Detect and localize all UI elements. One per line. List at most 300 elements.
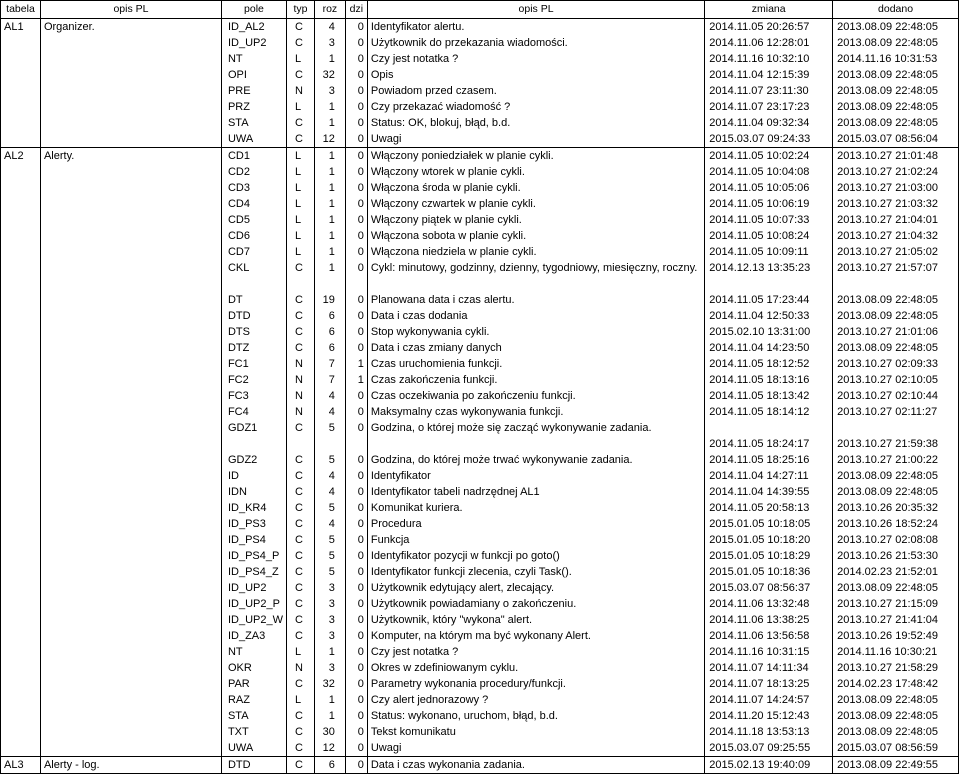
table-row: [1, 83, 959, 99]
cell-opis-tabeli: [40, 628, 221, 644]
cell-zmiana: 2014.11.07 14:24:57: [705, 692, 833, 708]
cell-opis-tabeli: Organizer.: [40, 19, 221, 36]
cell-typ: C: [286, 532, 314, 548]
table-row: [1, 612, 959, 628]
cell-opis-pola: Czy alert jednorazowy ?: [367, 692, 704, 708]
cell-opis-tabeli: [40, 452, 221, 468]
cell-roz: 4: [314, 388, 345, 404]
cell-zmiana: 2014.11.04 12:15:39: [705, 67, 833, 83]
cell-zmiana: 2014.11.04 14:39:55: [705, 484, 833, 500]
cell-zmiana: 2014.11.04 14:23:50: [705, 340, 833, 356]
table-row: [1, 388, 959, 404]
cell-pole: CD2: [221, 164, 286, 180]
table-row: [1, 692, 959, 708]
cell-typ: C: [286, 468, 314, 484]
cell-typ: C: [286, 324, 314, 340]
cell-dzi: 0: [345, 724, 367, 740]
cell-dzi: 0: [345, 548, 367, 564]
cell-pole: RAZ: [221, 692, 286, 708]
table-row: [1, 164, 959, 180]
cell-pole: ID_AL2: [221, 19, 286, 36]
cell-roz: 5: [314, 532, 345, 548]
cell-dzi: 0: [345, 516, 367, 532]
cell-tabela: [1, 180, 41, 196]
cell-pole: PRZ: [221, 99, 286, 115]
cell-opis-tabeli: [40, 83, 221, 99]
cell-dzi: 1: [345, 372, 367, 388]
header-typ: typ: [286, 1, 314, 19]
cell-opis-pola: Komputer, na którym ma być wykonany Alert.: [367, 628, 704, 644]
cell-zmiana: 2014.11.18 13:53:13: [705, 724, 833, 740]
cell-pole: ID_UP2: [221, 580, 286, 596]
cell-dzi: 0: [345, 580, 367, 596]
cell-tabela: [1, 244, 41, 260]
cell-tabela: [1, 468, 41, 484]
cell-zmiana: 2014.11.07 14:11:34: [705, 660, 833, 676]
cell-zmiana: 2014.11.04 09:32:34: [705, 115, 833, 131]
cell-opis-tabeli: [40, 388, 221, 404]
cell-roz: 19: [314, 292, 345, 308]
cell-dzi: 0: [345, 340, 367, 356]
cell-roz: 3: [314, 612, 345, 628]
cell-dzi: 0: [345, 19, 367, 36]
table-row: [1, 292, 959, 308]
cell-zmiana: 2014.11.04 14:27:11: [705, 468, 833, 484]
cell-typ: L: [286, 228, 314, 244]
cell-typ: C: [286, 580, 314, 596]
cell-dodano: 2013.08.09 22:49:55: [833, 757, 959, 774]
cell-dzi: 0: [345, 612, 367, 628]
cell-dzi: 0: [345, 740, 367, 757]
cell-dzi: 0: [345, 83, 367, 99]
cell-roz: 5: [314, 500, 345, 516]
cell-opis-tabeli: [40, 596, 221, 612]
cell-pole: FC3: [221, 388, 286, 404]
cell-zmiana: 2015.01.05 10:18:05: [705, 516, 833, 532]
cell-dodano: 2014.11.16 10:31:53: [833, 51, 959, 67]
cell-tabela: [1, 356, 41, 372]
cell-opis-pola: Data i czas dodania: [367, 308, 704, 324]
cell-dodano: 2013.10.26 20:35:32: [833, 500, 959, 516]
cell-opis-pola: Okres w zdefiniowanym cyklu.: [367, 660, 704, 676]
cell-dodano: 2013.10.27 02:11:27: [833, 404, 959, 420]
cell-pole: CD4: [221, 196, 286, 212]
cell-opis-tabeli: [40, 356, 221, 372]
cell-opis-pola: Włączona środa w planie cykli.: [367, 180, 704, 196]
cell-opis-pola: Uwagi: [367, 740, 704, 757]
cell-opis-tabeli: [40, 340, 221, 356]
cell-dodano: 2013.10.27 21:05:02: [833, 244, 959, 260]
cell-opis-tabeli: [40, 99, 221, 115]
cell-tabela: [1, 532, 41, 548]
cell-typ: C: [286, 740, 314, 757]
cell-opis-tabeli: [40, 740, 221, 757]
cell-dzi: 0: [345, 660, 367, 676]
cell-dodano: 2013.08.09 22:48:05: [833, 724, 959, 740]
cell-dzi: 0: [345, 228, 367, 244]
cell-pole: ID_ZA3: [221, 628, 286, 644]
cell-roz: 6: [314, 308, 345, 324]
cell-dzi: 0: [345, 692, 367, 708]
cell-dzi: 0: [345, 532, 367, 548]
cell-dzi: 1: [345, 356, 367, 372]
cell-tabela: [1, 628, 41, 644]
cell-zmiana: 2014.11.05 20:58:13: [705, 500, 833, 516]
cell-opis-tabeli: [40, 260, 221, 292]
cell-opis-tabeli: [40, 708, 221, 724]
cell-opis-pola: Identyfikator: [367, 468, 704, 484]
cell-opis-pola: Godzina, do której może trwać wykonywanie zadania.: [367, 452, 704, 468]
cell-roz: 3: [314, 596, 345, 612]
cell-typ: C: [286, 484, 314, 500]
cell-opis-pola: Identyfikator pozycji w funkcji po goto(): [367, 548, 704, 564]
cell-dodano: 2013.10.27 21:01:06: [833, 324, 959, 340]
cell-roz: 1: [314, 196, 345, 212]
cell-pole: ID: [221, 468, 286, 484]
cell-roz: 12: [314, 740, 345, 757]
cell-zmiana: 2014.11.07 23:11:30: [705, 83, 833, 99]
cell-tabela: [1, 484, 41, 500]
cell-opis-pola: Użytkownik edytujący alert, zlecający.: [367, 580, 704, 596]
cell-zmiana: 2015.03.07 09:25:55: [705, 740, 833, 757]
cell-typ: C: [286, 724, 314, 740]
cell-dzi: 0: [345, 292, 367, 308]
cell-opis-pola: Data i czas zmiany danych: [367, 340, 704, 356]
cell-roz: 7: [314, 356, 345, 372]
cell-zmiana: 2015.03.07 08:56:37: [705, 580, 833, 596]
cell-typ: C: [286, 260, 314, 292]
header-zmiana: zmiana: [705, 1, 833, 19]
cell-zmiana: 2014.11.16 10:32:10: [705, 51, 833, 67]
table-row: [1, 452, 959, 468]
cell-typ: N: [286, 356, 314, 372]
cell-zmiana: 2015.01.05 10:18:36: [705, 564, 833, 580]
cell-dodano: 2013.10.27 02:10:44: [833, 388, 959, 404]
cell-typ: C: [286, 596, 314, 612]
cell-dzi: 0: [345, 484, 367, 500]
cell-opis-pola: Czas zakończenia funkcji.: [367, 372, 704, 388]
cell-zmiana: 2014.11.04 12:50:33: [705, 308, 833, 324]
table-row: [1, 484, 959, 500]
cell-opis-pola: Data i czas wykonania zadania.: [367, 757, 704, 774]
cell-opis-tabeli: [40, 564, 221, 580]
table-row: [1, 324, 959, 340]
cell-pole: FC2: [221, 372, 286, 388]
cell-roz: 12: [314, 131, 345, 148]
cell-tabela: [1, 212, 41, 228]
cell-tabela: [1, 115, 41, 131]
cell-dodano: 2015.03.07 08:56:04: [833, 131, 959, 148]
cell-tabela: AL2: [1, 148, 41, 165]
cell-tabela: [1, 500, 41, 516]
cell-opis-pola: Procedura: [367, 516, 704, 532]
cell-typ: C: [286, 131, 314, 148]
cell-pole: NT: [221, 51, 286, 67]
cell-roz: 4: [314, 484, 345, 500]
cell-roz: 1: [314, 148, 345, 165]
cell-tabela: [1, 516, 41, 532]
cell-dodano: 2013.08.09 22:48:05: [833, 708, 959, 724]
cell-roz: 1: [314, 115, 345, 131]
cell-pole: UWA: [221, 740, 286, 757]
cell-opis-pola: Uwagi: [367, 131, 704, 148]
cell-zmiana: 2014.11.06 13:56:58: [705, 628, 833, 644]
cell-dzi: 0: [345, 51, 367, 67]
header-roz: roz: [314, 1, 345, 19]
cell-typ: C: [286, 35, 314, 51]
cell-typ: C: [286, 676, 314, 692]
cell-dzi: 0: [345, 180, 367, 196]
cell-zmiana: 2014.11.05 17:23:44: [705, 292, 833, 308]
cell-pole: ID_PS4_P: [221, 548, 286, 564]
cell-dodano: 2013.08.09 22:48:05: [833, 580, 959, 596]
cell-opis-pola: Włączona sobota w planie cykli.: [367, 228, 704, 244]
cell-typ: C: [286, 564, 314, 580]
cell-dzi: 0: [345, 500, 367, 516]
cell-typ: N: [286, 83, 314, 99]
cell-dzi: 0: [345, 260, 367, 292]
cell-typ: L: [286, 180, 314, 196]
table-row: [1, 724, 959, 740]
cell-pole: NT: [221, 644, 286, 660]
cell-opis-tabeli: [40, 724, 221, 740]
cell-typ: C: [286, 292, 314, 308]
cell-zmiana: 2014.11.05 10:07:33: [705, 212, 833, 228]
cell-dodano: 2013.08.09 22:48:05: [833, 692, 959, 708]
cell-tabela: [1, 740, 41, 757]
cell-typ: N: [286, 660, 314, 676]
table-row: [1, 644, 959, 660]
cell-typ: N: [286, 404, 314, 420]
cell-dzi: 0: [345, 35, 367, 51]
cell-tabela: AL3: [1, 757, 41, 774]
cell-dodano: 2013.08.09 22:48:05: [833, 115, 959, 131]
table-row: [1, 340, 959, 356]
cell-dodano: 2013.10.27 21:41:04: [833, 612, 959, 628]
cell-opis-pola: Identyfikator tabeli nadrzędnej AL1: [367, 484, 704, 500]
cell-typ: C: [286, 19, 314, 36]
cell-pole: CD7: [221, 244, 286, 260]
cell-opis-pola: Tekst komunikatu: [367, 724, 704, 740]
cell-pole: ID_UP2: [221, 35, 286, 51]
cell-zmiana: 2014.11.05 18:13:16: [705, 372, 833, 388]
cell-pole: ID_UP2_P: [221, 596, 286, 612]
cell-typ: N: [286, 372, 314, 388]
cell-dzi: 0: [345, 420, 367, 452]
cell-dodano: 2014.02.23 17:48:42: [833, 676, 959, 692]
cell-roz: 1: [314, 99, 345, 115]
cell-opis-pola: Planowana data i czas alertu.: [367, 292, 704, 308]
table-row: [1, 99, 959, 115]
table-row: [1, 516, 959, 532]
header-dodano: dodano: [833, 1, 959, 19]
cell-opis-tabeli: [40, 292, 221, 308]
cell-zmiana: 2014.11.05 10:02:24: [705, 148, 833, 165]
table-row: [1, 372, 959, 388]
cell-opis-pola: Włączona niedziela w planie cykli.: [367, 244, 704, 260]
cell-roz: 32: [314, 676, 345, 692]
cell-roz: 6: [314, 324, 345, 340]
cell-roz: 1: [314, 708, 345, 724]
cell-tabela: [1, 724, 41, 740]
cell-opis-pola: Status: OK, blokuj, błąd, b.d.: [367, 115, 704, 131]
cell-zmiana: 2014.11.16 10:31:15: [705, 644, 833, 660]
cell-dzi: 0: [345, 468, 367, 484]
cell-dodano: 2013.08.09 22:48:05: [833, 99, 959, 115]
cell-pole: ID_PS4_Z: [221, 564, 286, 580]
cell-opis-tabeli: Alerty - log.: [40, 757, 221, 774]
cell-dzi: 0: [345, 708, 367, 724]
cell-pole: ID_PS4: [221, 532, 286, 548]
cell-typ: C: [286, 757, 314, 774]
cell-roz: 4: [314, 516, 345, 532]
header-tabela: tabela: [1, 1, 41, 19]
cell-roz: 30: [314, 724, 345, 740]
cell-opis-tabeli: [40, 404, 221, 420]
cell-roz: 5: [314, 452, 345, 468]
cell-zmiana: 2014.11.05 10:04:08: [705, 164, 833, 180]
cell-typ: C: [286, 115, 314, 131]
cell-roz: 4: [314, 19, 345, 36]
cell-roz: 3: [314, 83, 345, 99]
cell-tabela: [1, 452, 41, 468]
cell-opis-tabeli: [40, 532, 221, 548]
cell-roz: 32: [314, 67, 345, 83]
cell-opis-tabeli: [40, 516, 221, 532]
cell-roz: 1: [314, 228, 345, 244]
cell-dzi: 0: [345, 244, 367, 260]
cell-opis-pola: Cykl: minutowy, godzinny, dzienny, tygodniowy, miesięczny, roczny.: [367, 260, 704, 292]
cell-roz: 3: [314, 35, 345, 51]
cell-opis-tabeli: [40, 372, 221, 388]
cell-tabela: [1, 708, 41, 724]
cell-dzi: 0: [345, 628, 367, 644]
cell-pole: CD5: [221, 212, 286, 228]
cell-typ: C: [286, 67, 314, 83]
cell-zmiana: 2015.02.13 19:40:09: [705, 757, 833, 774]
cell-roz: 5: [314, 420, 345, 452]
cell-opis-tabeli: [40, 67, 221, 83]
cell-pole: UWA: [221, 131, 286, 148]
cell-opis-tabeli: [40, 212, 221, 228]
table-row: [1, 244, 959, 260]
cell-tabela: [1, 612, 41, 628]
cell-opis-pola: Czy jest notatka ?: [367, 51, 704, 67]
cell-typ: C: [286, 628, 314, 644]
cell-typ: C: [286, 340, 314, 356]
cell-zmiana: 2015.02.10 13:31:00: [705, 324, 833, 340]
cell-tabela: [1, 324, 41, 340]
cell-roz: 1: [314, 692, 345, 708]
cell-opis-tabeli: [40, 484, 221, 500]
cell-pole: STA: [221, 115, 286, 131]
cell-tabela: [1, 260, 41, 292]
cell-opis-pola: Użytkownik, który "wykona" alert.: [367, 612, 704, 628]
cell-roz: 1: [314, 244, 345, 260]
cell-pole: DTD: [221, 757, 286, 774]
cell-dodano: 2014.11.16 10:30:21: [833, 644, 959, 660]
cell-dodano: 2013.08.09 22:48:05: [833, 484, 959, 500]
table-row: [1, 596, 959, 612]
cell-tabela: [1, 676, 41, 692]
cell-dodano: 2013.10.26 18:52:24: [833, 516, 959, 532]
table-row: [1, 51, 959, 67]
cell-opis-tabeli: [40, 196, 221, 212]
cell-opis-tabeli: [40, 500, 221, 516]
cell-typ: L: [286, 99, 314, 115]
table-row: [1, 308, 959, 324]
cell-dodano: 2013.08.09 22:48:05: [833, 83, 959, 99]
cell-roz: 3: [314, 580, 345, 596]
cell-dzi: 0: [345, 196, 367, 212]
cell-dodano: 2013.10.27 02:08:08: [833, 532, 959, 548]
cell-opis-tabeli: [40, 612, 221, 628]
cell-zmiana: 2015.01.05 10:18:20: [705, 532, 833, 548]
header-opis-tabeli: opis PL: [40, 1, 221, 19]
cell-roz: 6: [314, 340, 345, 356]
cell-dodano: 2013.08.09 22:48:05: [833, 468, 959, 484]
table-row: [1, 564, 959, 580]
cell-opis-pola: Włączony piątek w planie cykli.: [367, 212, 704, 228]
cell-typ: L: [286, 148, 314, 165]
cell-dodano: 2013.10.27 21:57:07: [833, 260, 959, 292]
table-row: [1, 404, 959, 420]
cell-roz: 1: [314, 164, 345, 180]
cell-zmiana: 2014.11.05 10:06:19: [705, 196, 833, 212]
cell-opis-pola: Komunikat kuriera.: [367, 500, 704, 516]
cell-pole: ID_KR4: [221, 500, 286, 516]
cell-opis-tabeli: [40, 420, 221, 452]
cell-tabela: [1, 131, 41, 148]
cell-tabela: [1, 596, 41, 612]
cell-dzi: 0: [345, 99, 367, 115]
cell-pole: CKL: [221, 260, 286, 292]
cell-dodano: 2013.08.09 22:48:05: [833, 292, 959, 308]
cell-pole: CD1: [221, 148, 286, 165]
cell-pole: FC4: [221, 404, 286, 420]
cell-dodano: 2013.10.26 21:53:30: [833, 548, 959, 564]
table-row: [1, 757, 959, 774]
cell-opis-pola: Maksymalny czas wykonywania funkcji.: [367, 404, 704, 420]
cell-dzi: 0: [345, 452, 367, 468]
cell-dodano: 2013.08.09 22:48:05: [833, 340, 959, 356]
cell-zmiana: 2014.12.13 13:35:23: [705, 260, 833, 292]
cell-pole: OKR: [221, 660, 286, 676]
cell-tabela: [1, 372, 41, 388]
table-row: [1, 708, 959, 724]
cell-dodano: 2013.08.09 22:48:05: [833, 308, 959, 324]
cell-opis-pola: Opis: [367, 67, 704, 83]
cell-tabela: [1, 196, 41, 212]
cell-opis-tabeli: [40, 580, 221, 596]
cell-opis-pola: Identyfikator funkcji zlecenia, czyli Task().: [367, 564, 704, 580]
cell-dzi: 0: [345, 308, 367, 324]
cell-tabela: [1, 660, 41, 676]
cell-tabela: [1, 420, 41, 452]
cell-dodano: 2013.10.27 21:03:32: [833, 196, 959, 212]
header-opis-pola: opis PL: [367, 1, 704, 19]
cell-tabela: [1, 164, 41, 180]
cell-typ: C: [286, 612, 314, 628]
cell-opis-tabeli: [40, 180, 221, 196]
table-row: [1, 35, 959, 51]
cell-dodano: 2013.10.27 21:01:48: [833, 148, 959, 165]
cell-tabela: [1, 83, 41, 99]
cell-zmiana: 2014.11.05 20:26:57: [705, 19, 833, 36]
cell-opis-pola: Włączony wtorek w planie cykli.: [367, 164, 704, 180]
header-dzi: dzi: [345, 1, 367, 19]
cell-pole: TXT: [221, 724, 286, 740]
